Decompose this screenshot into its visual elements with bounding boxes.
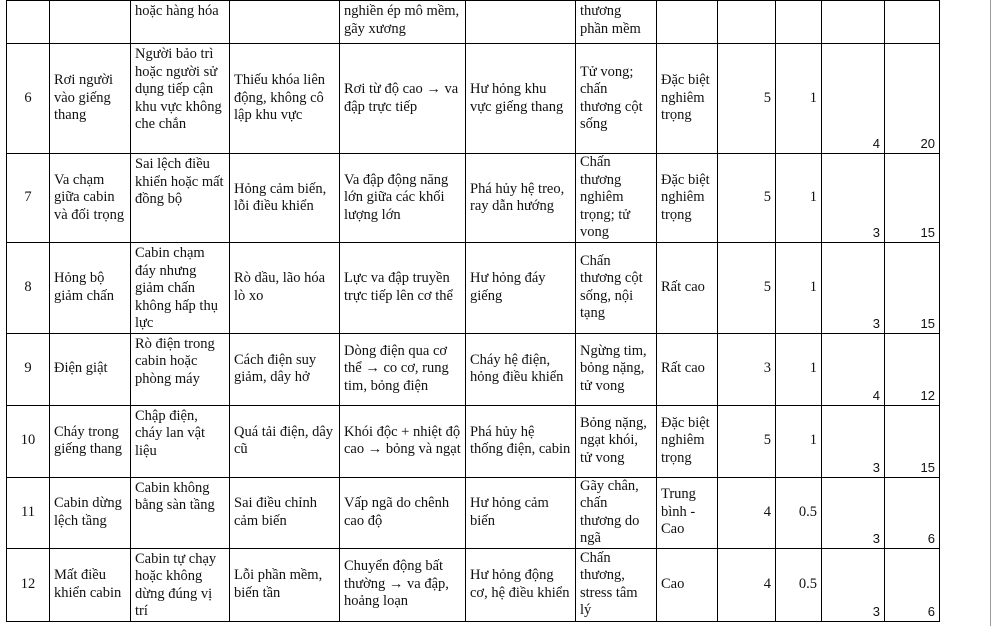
cell-e [822,1,885,44]
cell-r: 12 [885,333,940,405]
cell-severity [657,1,718,44]
table-row [7,333,940,405]
cell-consequence: Chấn thương, stress tâm lý [576,548,657,621]
cell-p: 1 [776,333,822,405]
cell-r: 20 [885,44,940,154]
cell-consequence: Gãy chân, chấn thương do ngã [576,477,657,548]
cell-damage: Phá hủy hệ treo, ray dẫn hướng [466,154,576,243]
cell-mechanism: Rơi từ độ cao → va đập trực tiếp [340,44,466,154]
cell-mechanism: Chuyển động bất thường → va đập, hoảng loạn [340,548,466,621]
cell-e: 4 [822,44,885,154]
cell-condition: Rò dầu, lão hóa lò xo [230,243,340,334]
cell-cause: Cabin chạm đáy nhưng giảm chấn không hấp thụ lực [131,243,230,334]
cell-r: 6 [885,477,940,548]
table-row [7,548,940,621]
cell-s: 3 [718,333,776,405]
cell-condition: Sai điều chỉnh cảm biến [230,477,340,548]
cell-no: 7 [7,154,50,243]
cell-severity: Rất cao [657,243,718,334]
cell-condition: Hỏng cảm biến, lỗi điều khiển [230,154,340,243]
cell-r: 15 [885,405,940,477]
cell-severity: Trung bình - Cao [657,477,718,548]
cell-consequence: Bỏng nặng, ngạt khói, tử vong [576,405,657,477]
table-body [7,1,940,622]
cell-no: 12 [7,548,50,621]
cell-s: 5 [718,243,776,334]
cell-mechanism: nghiền ép mô mềm, gãy xương [340,1,466,44]
cell-severity: Đặc biệt nghiêm trọng [657,44,718,154]
cell-no [7,1,50,44]
cell-cause: Cabin không bằng sàn tầng [131,477,230,548]
cell-p: 0.5 [776,477,822,548]
cell-damage: Hư hỏng cảm biến [466,477,576,548]
cell-s: 4 [718,548,776,621]
cell-mechanism: Va đập động năng lớn giữa các khối lượng lớn [340,154,466,243]
cell-r: 15 [885,243,940,334]
cell-consequence: Chấn thương cột sống, nội tạng [576,243,657,334]
cell-no: 8 [7,243,50,334]
risk-assessment-table [6,0,940,622]
cell-severity: Cao [657,548,718,621]
cell-e: 3 [822,477,885,548]
cell-cause: hoặc hàng hóa [131,1,230,44]
cell-cause: Cabin tự chạy hoặc không dừng đúng vị trí [131,548,230,621]
cell-condition [230,1,340,44]
cell-no: 9 [7,333,50,405]
cell-p: 1 [776,243,822,334]
cell-hazard: Cháy trong giếng thang [50,405,131,477]
cell-consequence: thương phần mềm [576,1,657,44]
cell-cause: Sai lệch điều khiển hoặc mất đồng bộ [131,154,230,243]
cell-consequence: Tử vong; chấn thương cột sống [576,44,657,154]
table-row [7,243,940,334]
cell-s: 5 [718,154,776,243]
cell-damage: Hư hỏng đáy giếng [466,243,576,334]
table-row [7,477,940,548]
cell-s: 5 [718,405,776,477]
cell-p: 1 [776,154,822,243]
cell-no: 10 [7,405,50,477]
cell-r: 6 [885,548,940,621]
table-row-fragment [7,1,940,44]
cell-hazard [50,1,131,44]
cell-mechanism: Vấp ngã do chênh cao độ [340,477,466,548]
cell-cause: Rò điện trong cabin hoặc phòng máy [131,333,230,405]
table-row [7,405,940,477]
cell-r [885,1,940,44]
cell-no: 6 [7,44,50,154]
cell-condition: Thiếu khóa liên động, không cô lập khu vực [230,44,340,154]
cell-consequence: Chấn thương nghiêm trọng; tử vong [576,154,657,243]
cell-hazard: Mất điều khiển cabin [50,548,131,621]
cell-s [718,1,776,44]
cell-e: 3 [822,243,885,334]
cell-p: 1 [776,405,822,477]
cell-damage: Hư hỏng động cơ, hệ điều khiển [466,548,576,621]
cell-cause: Chập điện, cháy lan vật liệu [131,405,230,477]
cell-severity: Đặc biệt nghiêm trọng [657,405,718,477]
cell-hazard: Cabin dừng lệch tầng [50,477,131,548]
cell-no: 11 [7,477,50,548]
cell-s: 4 [718,477,776,548]
cell-damage [466,1,576,44]
cell-mechanism: Khói độc + nhiệt độ cao → bỏng và ngạt [340,405,466,477]
cell-e: 3 [822,154,885,243]
cell-damage: Phá hủy hệ thống điện, cabin [466,405,576,477]
page-edge-line [990,0,991,626]
cell-hazard: Va chạm giữa cabin và đối trọng [50,154,131,243]
cell-damage: Hư hỏng khu vực giếng thang [466,44,576,154]
cell-hazard: Hỏng bộ giảm chấn [50,243,131,334]
cell-severity: Đặc biệt nghiêm trọng [657,154,718,243]
cell-condition: Cách điện suy giảm, dây hở [230,333,340,405]
cell-e: 3 [822,548,885,621]
cell-cause: Người bảo trì hoặc người sử dụng tiếp cận khu vực không che chắn [131,44,230,154]
cell-mechanism: Lực va đập truyền trực tiếp lên cơ thể [340,243,466,334]
cell-r: 15 [885,154,940,243]
table-row [7,154,940,243]
cell-s: 5 [718,44,776,154]
cell-p: 1 [776,44,822,154]
cell-p: 0.5 [776,548,822,621]
cell-e: 4 [822,333,885,405]
cell-hazard: Rơi người vào giếng thang [50,44,131,154]
cell-hazard: Điện giật [50,333,131,405]
cell-consequence: Ngừng tim, bỏng nặng, tử vong [576,333,657,405]
cell-mechanism: Dòng điện qua cơ thể → co cơ, rung tim, bỏng điện [340,333,466,405]
cell-severity: Rất cao [657,333,718,405]
cell-condition: Lỗi phần mềm, biến tần [230,548,340,621]
cell-condition: Quá tải điện, dây cũ [230,405,340,477]
table-row [7,44,940,154]
cell-e: 3 [822,405,885,477]
cell-damage: Cháy hệ điện, hỏng điều khiển [466,333,576,405]
cell-p [776,1,822,44]
